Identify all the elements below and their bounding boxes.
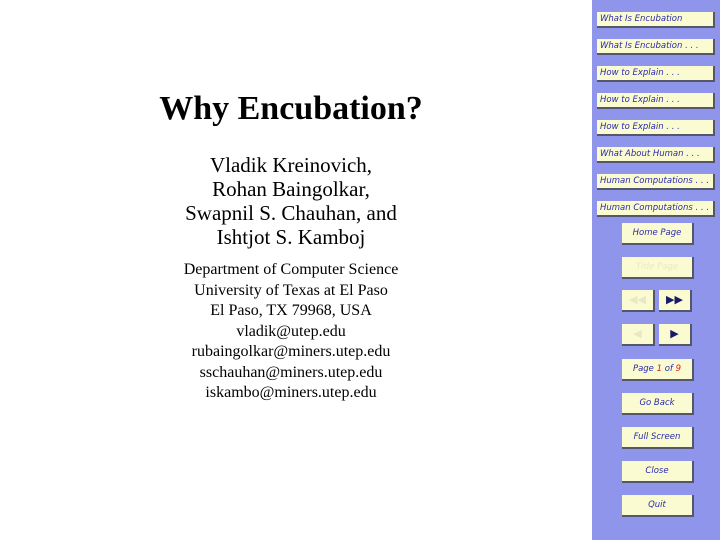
go-back-button[interactable]: Go Back: [622, 393, 694, 415]
slide-title: Why Encubation?: [159, 90, 423, 127]
page-of-label: of: [664, 364, 673, 374]
page-indicator: [622, 359, 694, 381]
author-name: Swapnil S. Chauhan, and: [185, 201, 397, 225]
author-name: Vladik Kreinovich,: [209, 153, 373, 177]
nav-link-what-is-encubation-2[interactable]: What Is Encubation . . .: [597, 39, 715, 55]
title-page-button[interactable]: Title Page: [622, 257, 694, 279]
nav-link-what-about-human[interactable]: What About Human . . .: [597, 147, 715, 163]
page-label: Page: [632, 364, 654, 374]
quit-button[interactable]: Quit: [622, 495, 694, 517]
email-line: iskambo@miners.utep.edu: [205, 384, 377, 401]
email-line: sschauhan@miners.utep.edu: [199, 363, 383, 381]
close-button[interactable]: Close: [622, 461, 694, 483]
affiliation-line: El Paso, TX 79968, USA: [210, 302, 372, 319]
full-screen-button[interactable]: Full Screen: [622, 427, 694, 449]
home-page-button[interactable]: Home Page: [622, 223, 694, 245]
prev-page-button[interactable]: ◀: [622, 324, 655, 346]
nav-link-how-to-explain-3[interactable]: How to Explain . . .: [597, 120, 715, 136]
nav-link-what-is-encubation[interactable]: What Is Encubation: [597, 12, 715, 28]
email-line: rubaingolkar@miners.utep.edu: [191, 343, 391, 360]
total-pages-number: 9: [675, 364, 682, 374]
current-page-number: 1: [656, 364, 663, 374]
affiliation-line: University of Texas at El Paso: [194, 281, 388, 299]
affiliation-line: Department of Computer Science: [183, 261, 399, 278]
author-list: [0, 153, 582, 249]
next-page-button[interactable]: ▶: [659, 324, 692, 346]
nav-link-how-to-explain-2[interactable]: How to Explain . . .: [597, 93, 715, 109]
nav-link-human-computations-1[interactable]: Human Computations . . .: [597, 174, 715, 190]
nav-link-how-to-explain-1[interactable]: How to Explain . . .: [597, 66, 715, 82]
email-line: vladik@utep.edu: [236, 322, 346, 340]
prev-section-button[interactable]: ◀◀: [622, 290, 655, 312]
nav-link-human-computations-2[interactable]: Human Computations . . .: [597, 201, 715, 217]
author-name: Ishtjot S. Kamboj: [216, 225, 366, 249]
navigation-sidebar: [592, 0, 720, 540]
affiliation-block: [0, 260, 582, 404]
next-section-button[interactable]: ▶▶: [659, 290, 692, 312]
author-name: Rohan Baingolkar,: [212, 177, 370, 201]
